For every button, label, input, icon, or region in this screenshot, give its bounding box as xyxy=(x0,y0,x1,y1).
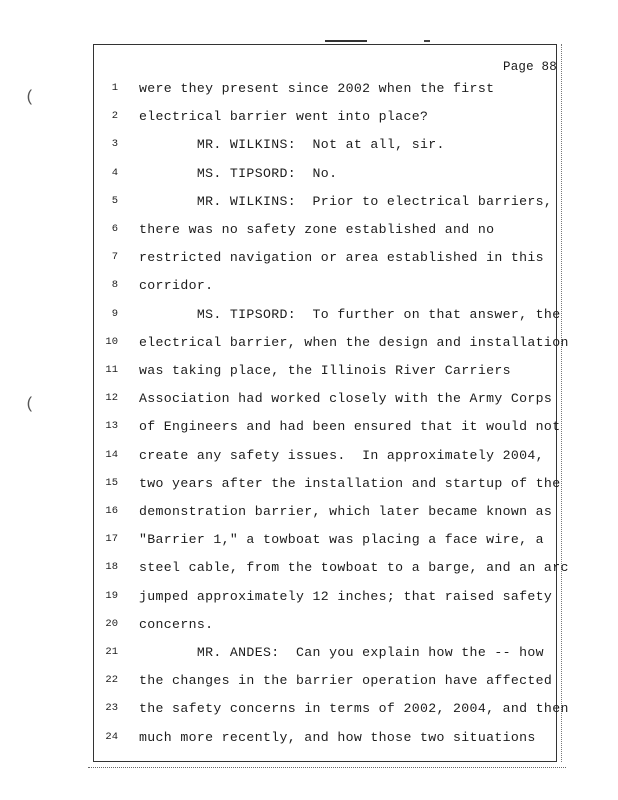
line-number: 5 xyxy=(111,194,118,207)
line-number: 13 xyxy=(105,420,118,433)
transcript-line: Association had worked closely with the Army Corps xyxy=(139,391,553,407)
line-number: 9 xyxy=(111,307,118,320)
line-number: 19 xyxy=(105,589,118,602)
line-number: 21 xyxy=(105,646,118,658)
transcript-line: much more recently, and how those two situations xyxy=(139,729,536,745)
line-number: 11 xyxy=(105,364,118,376)
transcript-line: MR. ANDES: Can you explain how the -- how xyxy=(139,645,544,660)
line-number: 20 xyxy=(105,617,118,630)
line-number: 14 xyxy=(105,448,118,461)
line-number: 18 xyxy=(105,561,118,574)
page-right-edge xyxy=(557,44,562,762)
transcript-line: the changes in the barrier operation have affected xyxy=(139,673,553,689)
line-number: 4 xyxy=(111,166,118,179)
line-number: 1 xyxy=(111,82,118,94)
top-scan-mark xyxy=(325,40,367,42)
page-number: Page 88 xyxy=(503,60,557,74)
line-number: 10 xyxy=(105,335,118,348)
line-number: 15 xyxy=(105,476,118,489)
transcript-line: were they present since 2002 when the first xyxy=(139,81,495,96)
top-scan-mark-small xyxy=(424,40,430,42)
transcript-line: MR. WILKINS: Prior to electrical barriers, xyxy=(139,193,553,209)
transcript-line: electrical barrier, when the design and installation xyxy=(139,334,569,350)
transcript-line: of Engineers and had been ensured that it would not xyxy=(139,419,561,435)
transcript-line: there was no safety zone established and no xyxy=(139,222,495,237)
line-number: 8 xyxy=(111,279,118,292)
transcript-line: "Barrier 1," a towboat was placing a face wire, a xyxy=(139,532,544,548)
transcript-line: MS. TIPSORD: To further on that answer, the xyxy=(139,306,561,322)
transcript-line: create any safety issues. In approximately 2004, xyxy=(139,447,544,463)
line-number: 22 xyxy=(105,674,118,687)
line-number: 7 xyxy=(111,251,118,264)
line-number: 3 xyxy=(111,138,118,151)
binder-hole-mark: ( xyxy=(25,88,35,106)
transcript-line: jumped approximately 12 inches; that raised safety xyxy=(139,588,553,604)
binder-hole-mark: ( xyxy=(25,395,35,413)
transcript-line: corridor. xyxy=(139,278,214,294)
line-number: 12 xyxy=(105,392,118,405)
transcript-line: demonstration barrier, which later became known as xyxy=(139,504,553,519)
line-number: 2 xyxy=(111,110,118,123)
transcript-line: the safety concerns in terms of 2002, 2004, and then xyxy=(139,701,569,717)
transcript-line: electrical barrier went into place? xyxy=(139,109,429,125)
line-number: 6 xyxy=(111,223,118,235)
transcript-line: restricted navigation or area established in this xyxy=(139,250,544,266)
transcript-line: was taking place, the Illinois River Carriers xyxy=(139,363,511,378)
line-number: 17 xyxy=(105,533,118,546)
transcript-line: MS. TIPSORD: No. xyxy=(139,165,338,181)
transcript-line: MR. WILKINS: Not at all, sir. xyxy=(139,137,445,153)
line-number: 23 xyxy=(105,702,118,715)
line-number: 16 xyxy=(105,505,118,517)
transcript-line: two years after the installation and startup of the xyxy=(139,475,561,491)
transcript-line: steel cable, from the towboat to a barge, and an arc xyxy=(139,560,569,576)
line-number: 24 xyxy=(105,730,118,743)
page-bottom-edge xyxy=(88,764,566,768)
transcript-line: concerns. xyxy=(139,616,214,632)
